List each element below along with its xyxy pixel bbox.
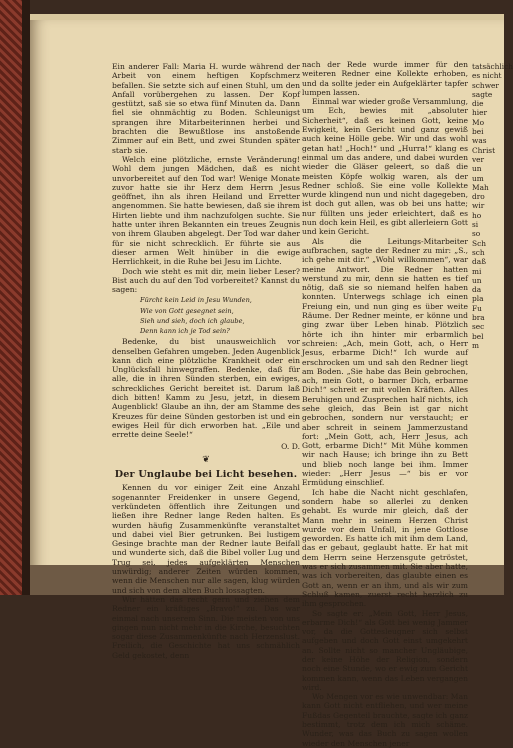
text-fragment: da [472, 285, 482, 295]
paragraph: Einmal war wieder große Versammlung, um Ech, bewies mit „absoluter Sicherheit“, daß es keinen Gott, keine Ewigkeit, kein Gericht und ganz gewiß auch keine Hölle gebe. Wir und das wohl getan hat! „Hoch!“ und „Hurra!“ klang es einmal um das andere, und dabei wurden wieder die Gläser geleert, so daß die meisten Köpfe wolkig waren, als der Redner schloß. Sie eine volle Kollekte wurde klingend nun und nicht dagegeben, ist doch gut allen, was ob bei uns hatte; nur füllten uns jeder erleichtert, daß es nun doch kein Heil, es gibt allerleiern Gott und kein Gericht. [302, 97, 468, 237]
text-fragment: sagte [472, 89, 493, 99]
text-fragment: un [472, 164, 482, 174]
text-fragment: ver [472, 154, 485, 164]
text-fragment: ho [472, 210, 482, 220]
text-fragment: schwer [472, 80, 499, 90]
book-spine-shadow [22, 0, 30, 595]
text-fragment: die [472, 99, 484, 109]
paragraph: So sagte er: „Mein Gott, Herr Jesus, erbarme Dich!“ als Gott bei wenig Jammer vor, da die Gottesleugner sich selbst aufgeben und doch Gott einst umgekehrt an. Sollte nicht so mancher Ungläubige, der keine Höhe der Religion, sondern noch eine Stunde, wo er ewig zum Gericht kommen kann, wenn das Leben vergangen wird. [302, 608, 468, 692]
middle-text-column [302, 60, 468, 748]
text-fragment: si [472, 220, 479, 230]
paragraph: Als die Leitungs-Mitarbeiter aufbrachen, sagte der Redner zu mir: „S., ich gehe mit dir.“ „Wohl willkommen“, war meine Antwort. Die Redner hatten werstund zu mir, denn sie hatten es tief nötig, daß sie so niemand helfen haben konnten. Unterwegs schlage ich einen Freiung ein, und nun ging es über weite Räume. Der Redner meinte, er könne und ging zwar über Leben hinab. Plötzlich hörte ich ihn hinter mir erbarmlich schreien: „Ach, mein Gott, ach, o Herr Jesus, erbarme Dich!“ Ich wurde auf erschrocken um und sah den Redner liegt am Boden. „Sie habe das Bein gebrochen, ach, mein Gott, o barmer Dich, erbarme Dich!“ schreit er mit vollen Kräften. Alles Beruhigen und Zusprechen half nichts, ich sehe gleich, das Bein ist gar nicht gebrochen, sondern nur verstaucht; er aber schreit in seinem Jammerzustand fort: „Mein Gott, ach, Herr Jesus, ach Gott, erbarme Dich!“ Mit Mühe kommen wir nach Hause; ich bringe ihn zu Bett und blieb noch lange bei ihm. Immer wieder: „Herr Jesus —“ bis er vor Ermüdung einschlief. [302, 236, 468, 488]
text-fragment: pla [472, 294, 484, 304]
paragraph: Kennen du vor einiger Zeit eine Anzahl sogenannter Freidenker in unsere Gegend, verkündeten öffentlich ihre Zeitungen und ließen ihre Redner lange Reden halten. Es wurden häufig Zusammenkünfte veranstaltet und dabei viel Bier getrunken. Bei lustigem Gesinge brachte man der Redner laute Beifall und wunderte sich, daß die Bibel voller Lug und Trug sei, jedes aufgeklärten Menschen unwürdig; anderer Zeiten würden kommen, wenn die Menschen nur alle sagen, klug würden und sich von dem alten Buch lossagten. [112, 483, 300, 595]
text-fragment: so [472, 229, 481, 239]
text-fragment: Christ [472, 145, 496, 155]
text-fragment: hier [472, 108, 488, 118]
author-signature: O. D. [281, 441, 300, 451]
text-fragment: Mah [472, 182, 489, 192]
paragraph: Welch eine plötzliche, ernste Veränderung! Wohl dem jungen Mädchen, daß es nicht unvorbereitet auf den Tod war! Wenige Monate zuvor hatte sie ihr Herz dem Herrn Jesus geöffnet, ihn als ihren Heiland und Erretter angenommen. Sie hatte bewiesen, daß sie ihrem Hirten liebte und ihm nachzufolgen suchte. Sie hatte unter ihren Bekannten ein treues Zeugnis von ihrem Glauben abgelegt. Der Tod war daher für sie nicht schrecklich. Er führte sie aus dieser armen Welt hinüber in die ewige Herrlichkeit, in die Ruhe bei Jesu im Lichte. [112, 154, 300, 267]
text-fragment: bra [472, 313, 485, 323]
hymn-verse [112, 296, 300, 335]
article-title: Der Unglaube bei Licht besehen. [114, 469, 298, 481]
text-fragment: wir [472, 201, 485, 211]
paragraph: Wir hätten das recht gern und ziehen dem Redner ein kräftiges „Bravo!“ zu. Das war einmal nach unserem Sinn. Die meisten von uns gingen nun nicht mehr in die Kirche, besuchten sogar diese Zusammenkünfte nach Herzenslust. Freilich, die Geschichte hat uns schmählich Geld gekostet, denn [112, 594, 300, 660]
text-fragment: es nicht [472, 71, 502, 81]
text-fragment: daß [472, 257, 487, 267]
text-fragment: m [472, 340, 480, 350]
book-cover-edge [0, 0, 22, 595]
paragraph: Ich habe die Nacht nicht geschlafen, sondern habe so allerlei zu denken gehabt. Es wurde mir gleich, daß der Mann mehr in seinem Herzen Christ wurde vor dem Unfall, in jene Gottlose geworden. Es hatte ich mit ihm dem Land, das er gebaut, geglaubt hatte. Er hat mit dem Herrn seine Herzensgute getröstet, was er sich zusammen mit. Sie aber hatte, was ich vorbereiten, das glaubte einen es Gott an, wenn er an ihm, und als wir zum Schluß kamen, zuerst recht herzlich zu ihm gesprochen. [302, 487, 468, 609]
text-fragment: Sch [472, 238, 486, 248]
ornament-divider: ❦ [202, 454, 210, 465]
paragraph: Ein anderer Fall: Maria H. wurde während der Arbeit von einem heftigen Kopfschmerz befallen. Sie setzte sich auf einen Stuhl, um den Anfall vorübergehen zu lassen. Der Kopf gestützt, saß sie so etwa fünf Minuten da. Dann fiel sie ohnmächtig zu Boden. Schleunigst sprangen ihre Mitarbeiterinnen herbei und brachten die Bewußtlose ins anstoßende Zimmer auf ein Bett, und zwei Stunden später starb sie. [112, 62, 300, 155]
text-fragment: un [472, 275, 482, 285]
text-fragment: bei [472, 127, 484, 137]
text-fragment: mi [472, 266, 482, 276]
text-fragment: dro [472, 192, 485, 202]
text-fragment: sch [472, 247, 485, 257]
text-fragment: Mo [472, 117, 485, 127]
text-fragment: um [472, 173, 484, 183]
text-fragment: Fu [472, 303, 482, 313]
paragraph: nach der Rede wurde immer für den weiteren Redner eine Kollekte erhoben, und da sollte jeder ein Aufgeklärter tapfer lumpen lassen. [302, 60, 468, 97]
right-partial-column [472, 62, 513, 562]
verse-line: Fürcht kein Leid in Jesu Wunden, [140, 296, 252, 305]
text-fragment: sec [472, 322, 485, 332]
verse-line: Sieh und sieh, doch ich glaube, [140, 316, 245, 325]
paragraph: Doch wie steht es mit dir, mein lieber Leser? Bist auch du auf den Tod vorbereitet? Kannst du sagen: [112, 266, 300, 295]
left-text-column [112, 62, 300, 660]
verse-line: Denn kann ich je Tod sein? [140, 327, 230, 336]
text-fragment: tatsächlich [472, 62, 513, 71]
paragraph: Bedenke, du bist unausweichlich vor denselben Gefahren umgeben. Jeden Augenblick kann dich eine plötzliche Krankheit oder ein Unglücksfall hinwegraffen. Bedenke, daß für alle, die in ihren Sünden sterben, ein ewiges, schreckliches Gericht bereitet ist. Darum laß dich bitten! Kamm zu Jesu, jetzt, in diesem Augenblick! Glaube an ihn, der am Stamme des Kreuzes für deine Sünden gestorben ist und ein ewiges Heil für dich erworben hat. „Eile und errette deine Seele!“ [112, 337, 300, 440]
text-fragment: bel [472, 331, 484, 341]
verse-line: Wie von Gott gesegnet sein, [140, 306, 234, 315]
paragraph: Wo Mengen vor es wie unwendbar: Man kann Gott nicht entfliehen, und wer meine Fußdas Gegenteil brauchte, sagte ich ganz bestimmt, trotz dem ich mich schäme. Wunder, was das Buch zu sagen wollen wieder den Menschen jener [302, 692, 468, 748]
text-fragment: was [472, 136, 487, 146]
